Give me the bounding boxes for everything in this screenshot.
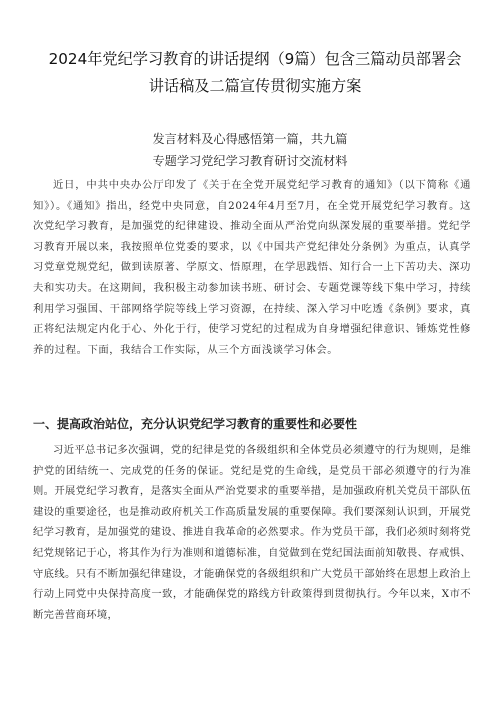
document-title	[30, 46, 480, 100]
body-paragraph: 习近平总书记多次强调，党的纪律是党的各级组织和全体党员必须遵守的行为规则，是维护党的团结统一、完成党的任务的保证。党纪是党的生命线，是党员干部必须遵守的行为准则。开展党纪学习教育，是落实全面从严治党要求的重要举措，是加强政府机关党员干部队伍建设的重要途径，也是推动政府机关工作高质量发展的重要保障。我们要深刻认识到，开展党纪学习教育，是加强党的建设、推进自我革命的必然要求。作为党员干部，我们必须时刻将党纪党规铭记于心，将其作为行为准则和道德标准，自觉做到在党纪国法面前知敬畏、存戒惧、守底线。只有不断加强纪律建设，才能确保党的各级组织和广大党员干部始终在思想上政治上行动上同党中央保持高度一致，才能确保党的路线方针政策得到贯彻执行。今年以来，X市不断完善营商环境，	[33, 444, 471, 621]
section-title: 专题学习党纪学习教育研讨交流材料	[152, 154, 348, 168]
body-paragraph-intro: 近日，中共中央办公厅印发了《关于在全党开展党纪学习教育的通知》（以下简称《通知》）。《通知》指出，经党中央同意，自2024年4月至7月，在全党开展党纪学习教育。这次党纪学习教育，是加强党的纪律建设、推动全面从严治党向纵深发展的重要举措。党纪学习教育开展以来，我按照单位党委的要求，以《中国共产党纪律处分条例》为重点，认真学习党章党规党纪，做到读原著、学原文、悟原理，在学思践悟、知行合一上下苦功夫、深功夫和实功夫。在这期间，我积极主动参加读书班、研讨会、专题党课等线下集中学习，持续利用学习强国、干部网络学院等线上学习资源，在持续、深入学习中吃透《条例》要求，真正将纪法规定内化于心、外化于行，使学习党纪的过程成为自身增强纪律意识、锤炼党性修养的过程。下面，我结合工作实际，从三个方面浅谈学习体会。	[33, 179, 471, 356]
document-subtitle: 发言材料及心得感悟第一篇，共九篇	[152, 132, 348, 146]
document-title-line2: 讲话稿及二篇宣传贯彻实施方案	[148, 77, 362, 95]
section-heading: 一、提高政治站位，充分认识党纪学习教育的重要性和必要性	[33, 417, 358, 431]
document-title-line1: 2024年党纪学习教育的讲话提纲（9篇）包含三篇动员部署会	[48, 50, 462, 68]
